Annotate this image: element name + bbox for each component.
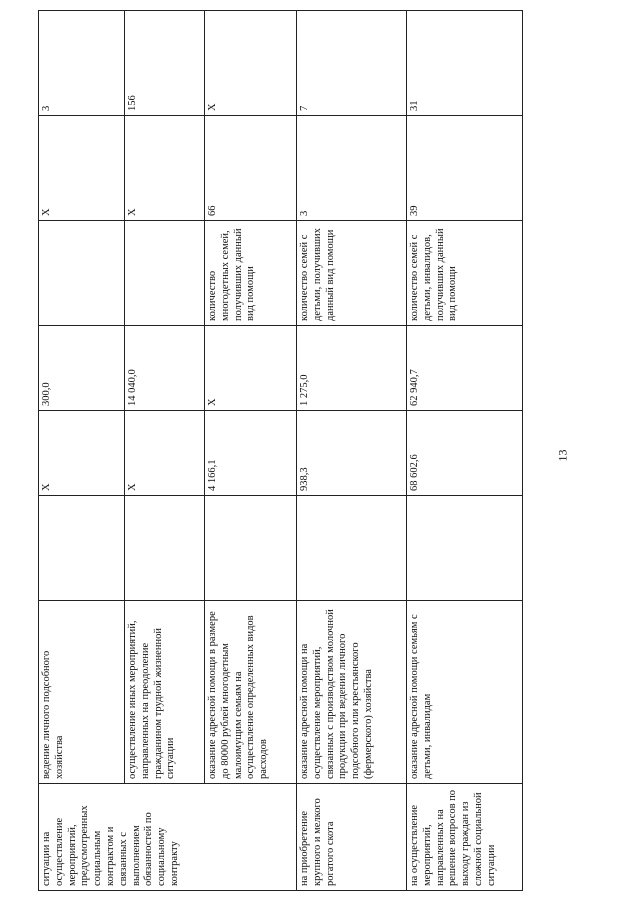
table-row: [205, 11, 297, 891]
table-cell-value: 4 166,1: [205, 411, 297, 496]
table-cell-value: Х: [39, 116, 125, 221]
table-cell-value: 1 275,0: [297, 326, 407, 411]
table-cell-activity: оказание адресной помощи семьям с детьми, инвалидам: [407, 601, 523, 784]
table-cell-value: 14 040,0: [125, 326, 205, 411]
table-cell-value: 156: [125, 11, 205, 116]
data-table: [38, 10, 523, 891]
table-cell-indicator: количество многодетных семей, получивших данный вид помощи: [205, 221, 297, 326]
table-cell-empty: [407, 496, 523, 601]
table-row: [39, 11, 125, 891]
table-cell-value: 62 940,7: [407, 326, 523, 411]
table-cell-value: 3: [297, 116, 407, 221]
table-cell-value: Х: [125, 116, 205, 221]
table-cell-value: Х: [205, 11, 297, 116]
table-row: [125, 11, 205, 891]
page-number: 13: [555, 449, 570, 462]
table-cell-indicator: [125, 221, 205, 326]
table-cell-value: 300,0: [39, 326, 125, 411]
table-cell-value: Х: [125, 411, 205, 496]
table-cell-indicator: количество семей с детьми, инвалидов, получивших данный вид помощи: [407, 221, 523, 326]
table-cell-value: 68 602,6: [407, 411, 523, 496]
table-cell-activity: осуществление иных мероприятий, направленных на преодоление гражданином трудной жизненной ситуации: [125, 601, 205, 784]
table-cell-purpose: на осуществление мероприятий, направленных на решение вопросов по выходу граждан из сложной социальной ситуации: [407, 784, 523, 891]
table-cell-value: 938,3: [297, 411, 407, 496]
table-cell-purpose: на приобретение крупного и мелкого рогатого скота: [297, 784, 407, 891]
table-cell-value: 31: [407, 11, 523, 116]
table-cell-value: 66: [205, 116, 297, 221]
table-row: [297, 11, 407, 891]
table-cell-value: 3: [39, 11, 125, 116]
table-cell-indicator: количество семей с детьми, получивших данный вид помощи: [297, 221, 407, 326]
table-cell-empty: [205, 496, 297, 601]
table-cell-empty: [125, 496, 205, 601]
table-cell-empty: [297, 496, 407, 601]
table-cell-activity: оказание адресной помощи в размере до 80000 рублей многодетным малоимущим семьям на осуществление определенных видов расходов: [205, 601, 297, 784]
table-cell-value: Х: [39, 411, 125, 496]
table-cell-empty: [39, 496, 125, 601]
table-cell-activity: оказание адресной помощи на осуществление мероприятий, связанных с производством молочной продукции при ведении личного подсобного или крестьянского (фермерского) хозяйства: [297, 601, 407, 784]
table-cell-indicator: [39, 221, 125, 326]
table-cell-value: 7: [297, 11, 407, 116]
table-cell-activity: ведение личного подсобного хозяйства: [39, 601, 125, 784]
table-cell-value: Х: [205, 326, 297, 411]
table-cell-purpose: ситуации на осуществление мероприятий, предусмотренных социальным контрактом и связанных с выполнением обязанностей по социальному контракту: [39, 784, 297, 891]
table-row: [407, 11, 523, 891]
table-cell-value: 39: [407, 116, 523, 221]
